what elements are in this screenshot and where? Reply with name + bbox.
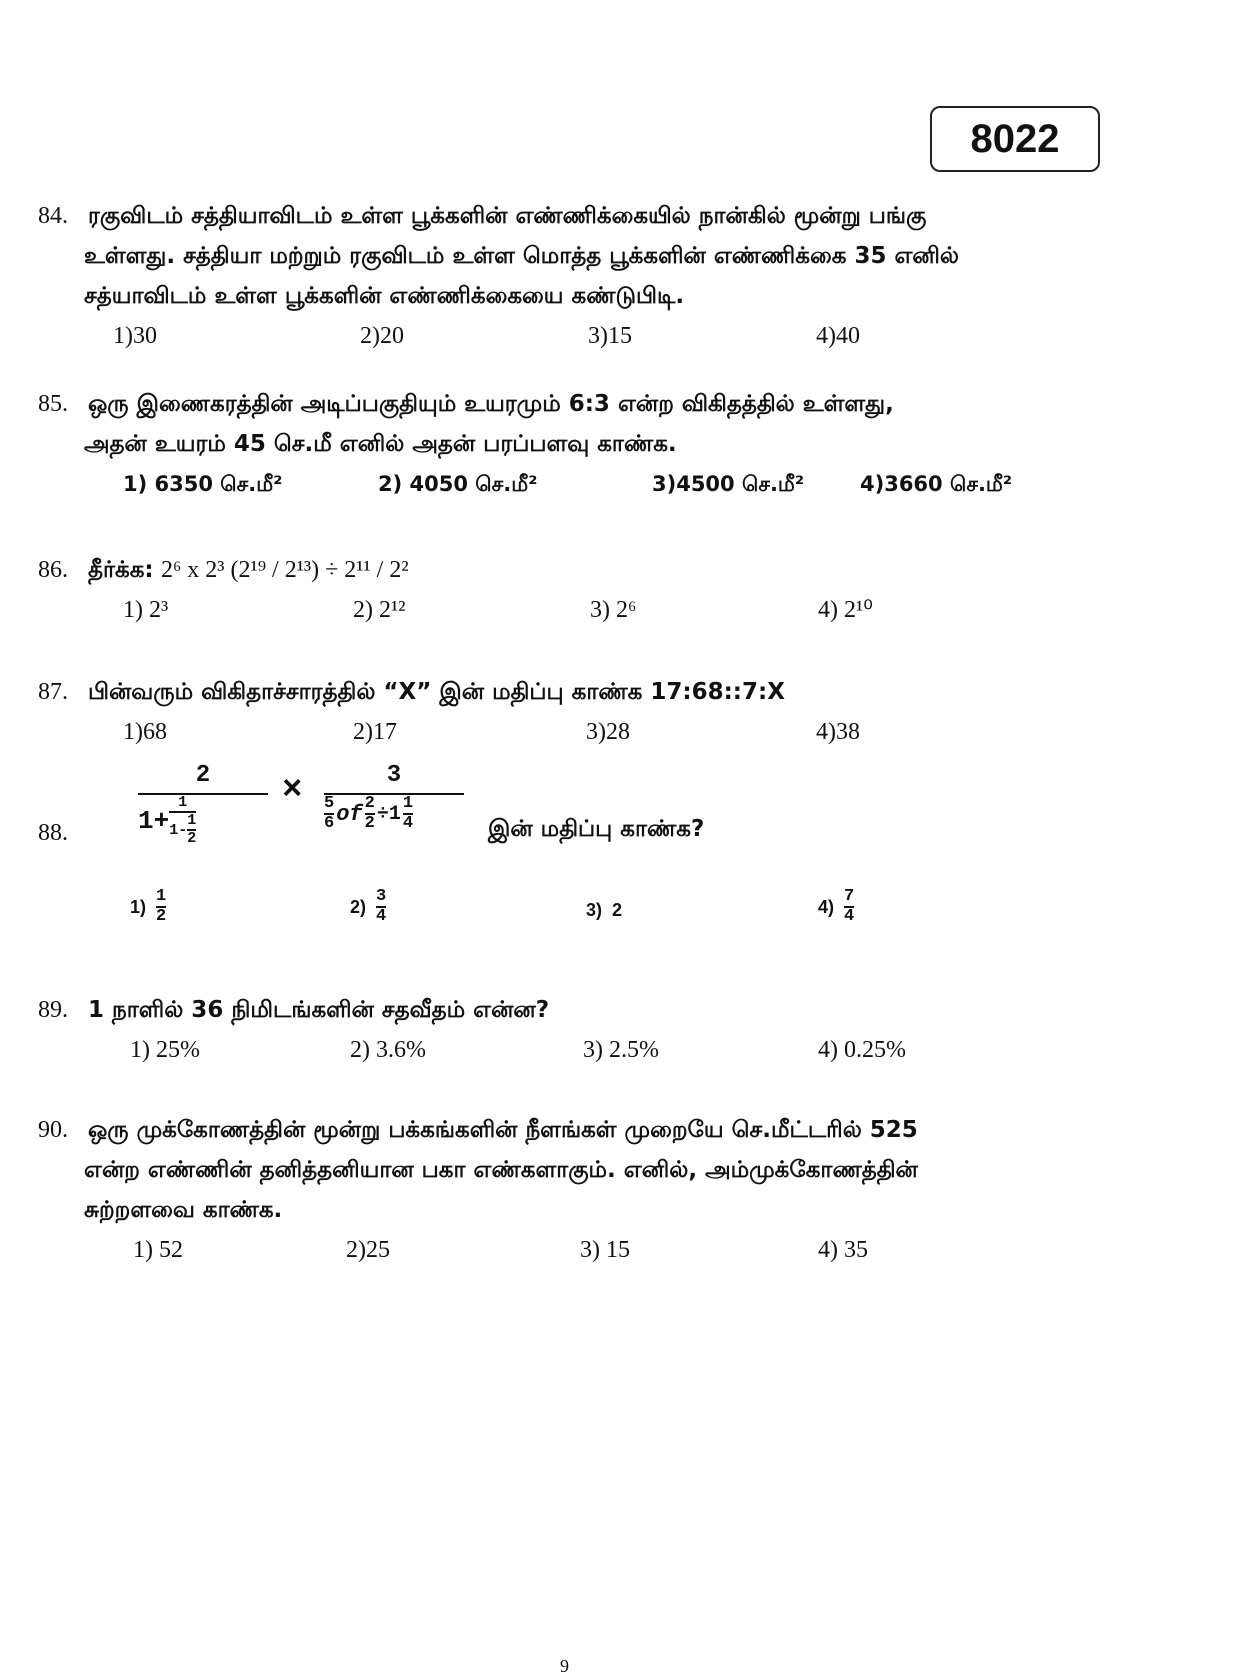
question-number: 87. <box>38 679 68 705</box>
option-3: 3) 2.5% <box>583 1037 659 1063</box>
fraction-a <box>138 762 268 847</box>
fraction-a-denominator <box>138 795 268 847</box>
frac-numerator: 5 <box>324 794 335 813</box>
option-1: 1)30 <box>113 323 157 349</box>
frac-denominator: 4 <box>402 814 414 833</box>
option-denominator: 4 <box>844 907 855 926</box>
question-text-line: அதன் உயரம் 45 செ.மீ எனில் அதன் பரப்பளவு காண்க. <box>84 431 677 457</box>
question-text-line: 1 நாளில் 36 நிமிடங்களின் சதவீதம் என்ன? <box>88 997 550 1023</box>
question-text-line: ஒரு இணைகரத்தின் அடிப்பகுதியும் உயரமும் 6:3 என்ற விகிதத்தில் உள்ளது, <box>88 391 894 417</box>
option-label: 2) <box>350 896 367 917</box>
option-denominator: 2 <box>156 907 167 926</box>
option-numerator: 1 <box>156 887 167 906</box>
question-88 <box>38 752 1138 872</box>
option-2: 2) 2¹² <box>353 597 406 623</box>
option-3: 3)28 <box>586 719 630 745</box>
option-3 <box>586 900 622 921</box>
frac-denominator: 6 <box>324 814 335 833</box>
option-4: 4) 0.25% <box>818 1037 906 1063</box>
question-87 <box>38 672 1118 752</box>
question-number: 85. <box>38 391 68 417</box>
option-2: 2)17 <box>353 719 397 745</box>
of-word: of <box>336 801 363 827</box>
option-2 <box>350 888 386 926</box>
inner-denominator: 2 <box>187 830 197 847</box>
question-text-line: உள்ளது. சத்தியா மற்றும் ரகுவிடம் உள்ள மொத்த பூக்களின் எண்ணிக்கை 35 எனில் <box>84 243 960 269</box>
option-2: 2)20 <box>360 323 404 349</box>
times-symbol: × <box>282 772 303 810</box>
options-row <box>38 316 1118 356</box>
option-denominator: 4 <box>376 907 387 926</box>
question-89 <box>38 990 1118 1070</box>
fraction-b-denominator <box>324 795 464 833</box>
options-row <box>38 1030 1118 1070</box>
options-row <box>38 712 1118 752</box>
nested-numerator: 1 <box>178 794 188 811</box>
question-number: 88. <box>38 820 68 846</box>
page-number: 9 <box>560 1656 569 1676</box>
option-4: 4)38 <box>816 719 860 745</box>
question-label: தீர்க்க: <box>88 557 154 583</box>
question-85 <box>38 384 1118 504</box>
options-row <box>38 1230 1118 1270</box>
question-number: 89. <box>38 997 68 1023</box>
question-number: 86. <box>38 557 68 583</box>
option-4: 4) 35 <box>818 1237 868 1263</box>
nested-whole: 1- <box>169 821 188 839</box>
question-number: 90. <box>38 1117 68 1143</box>
option-label: 1) <box>130 896 147 917</box>
option-label: 4) <box>818 896 835 917</box>
whole-part: 1+ <box>138 806 170 836</box>
question-84 <box>38 196 1118 356</box>
fraction-a-numerator: 2 <box>195 762 211 789</box>
option-3: 3)4500 செ.மீ² <box>652 472 805 496</box>
option-1: 1) 2³ <box>123 597 169 623</box>
question-text-line: சுற்றளவை காண்க. <box>84 1197 283 1223</box>
question-86 <box>38 550 1118 630</box>
option-4: 4)3660 செ.மீ² <box>860 472 1013 496</box>
option-1: 1) 25% <box>130 1037 200 1063</box>
fraction-b-numerator: 3 <box>386 762 402 789</box>
frac-numerator: 1 <box>402 794 414 813</box>
option-3: 3) 15 <box>580 1237 630 1263</box>
option-label: 3) <box>586 900 603 920</box>
paper-code-box <box>930 106 1100 172</box>
option-1 <box>130 888 166 926</box>
options-row <box>38 888 1118 944</box>
option-2: 2) 4050 செ.மீ² <box>378 472 538 496</box>
option-numerator: 7 <box>844 887 855 906</box>
question-text-line: பின்வரும் விகிதாச்சாரத்தில் “X” இன் மதிப்பு காண்க 17:68::7:X <box>88 679 785 705</box>
options-row <box>38 590 1118 630</box>
option-2: 2)25 <box>346 1237 390 1263</box>
option-2: 2) 3.6% <box>350 1037 426 1063</box>
frac-denominator: 2 <box>364 814 375 833</box>
option-4: 4) 2¹⁰ <box>818 597 873 623</box>
option-1: 1) 6350 செ.மீ² <box>123 472 283 496</box>
inner-numerator: 1 <box>187 812 197 829</box>
option-value: 2 <box>612 900 623 920</box>
divide-whole: ÷1 <box>376 802 401 826</box>
paper-code: 8022 <box>970 116 1060 161</box>
fraction-b <box>324 762 464 833</box>
question-text-line: இன் மதிப்பு காண்க? <box>488 816 705 842</box>
question-number: 84. <box>38 203 68 229</box>
option-1: 1) 52 <box>133 1237 183 1263</box>
question-text-line: ரகுவிடம் சத்தியாவிடம் உள்ள பூக்களின் எண்ணிக்கையில் நான்கில் மூன்று பங்கு <box>88 203 927 229</box>
question-text-line: ஒரு முக்கோணத்தின் மூன்று பக்கங்களின் நீளங்கள் முறையே செ.மீட்டரில் 525 <box>88 1117 918 1143</box>
options-row <box>38 464 1118 504</box>
option-numerator: 3 <box>376 887 387 906</box>
question-90 <box>38 1110 1118 1270</box>
option-4: 4)40 <box>816 323 860 349</box>
option-4 <box>818 888 854 926</box>
question-expression: 2⁶ x 2³ (2¹⁹ / 2¹³) ÷ 2¹¹ / 2² <box>160 557 409 583</box>
option-3: 3) 2⁶ <box>590 597 637 623</box>
question-text-line: சத்யாவிடம் உள்ள பூக்களின் எண்ணிக்கையை கண்டுபிடி. <box>84 283 685 309</box>
option-3: 3)15 <box>588 323 632 349</box>
option-1: 1)68 <box>123 719 167 745</box>
question-text-line: என்ற எண்ணின் தனித்தனியான பகா எண்களாகும். எனில், அம்முக்கோணத்தின் <box>84 1157 918 1183</box>
frac-numerator: 2 <box>364 794 375 813</box>
